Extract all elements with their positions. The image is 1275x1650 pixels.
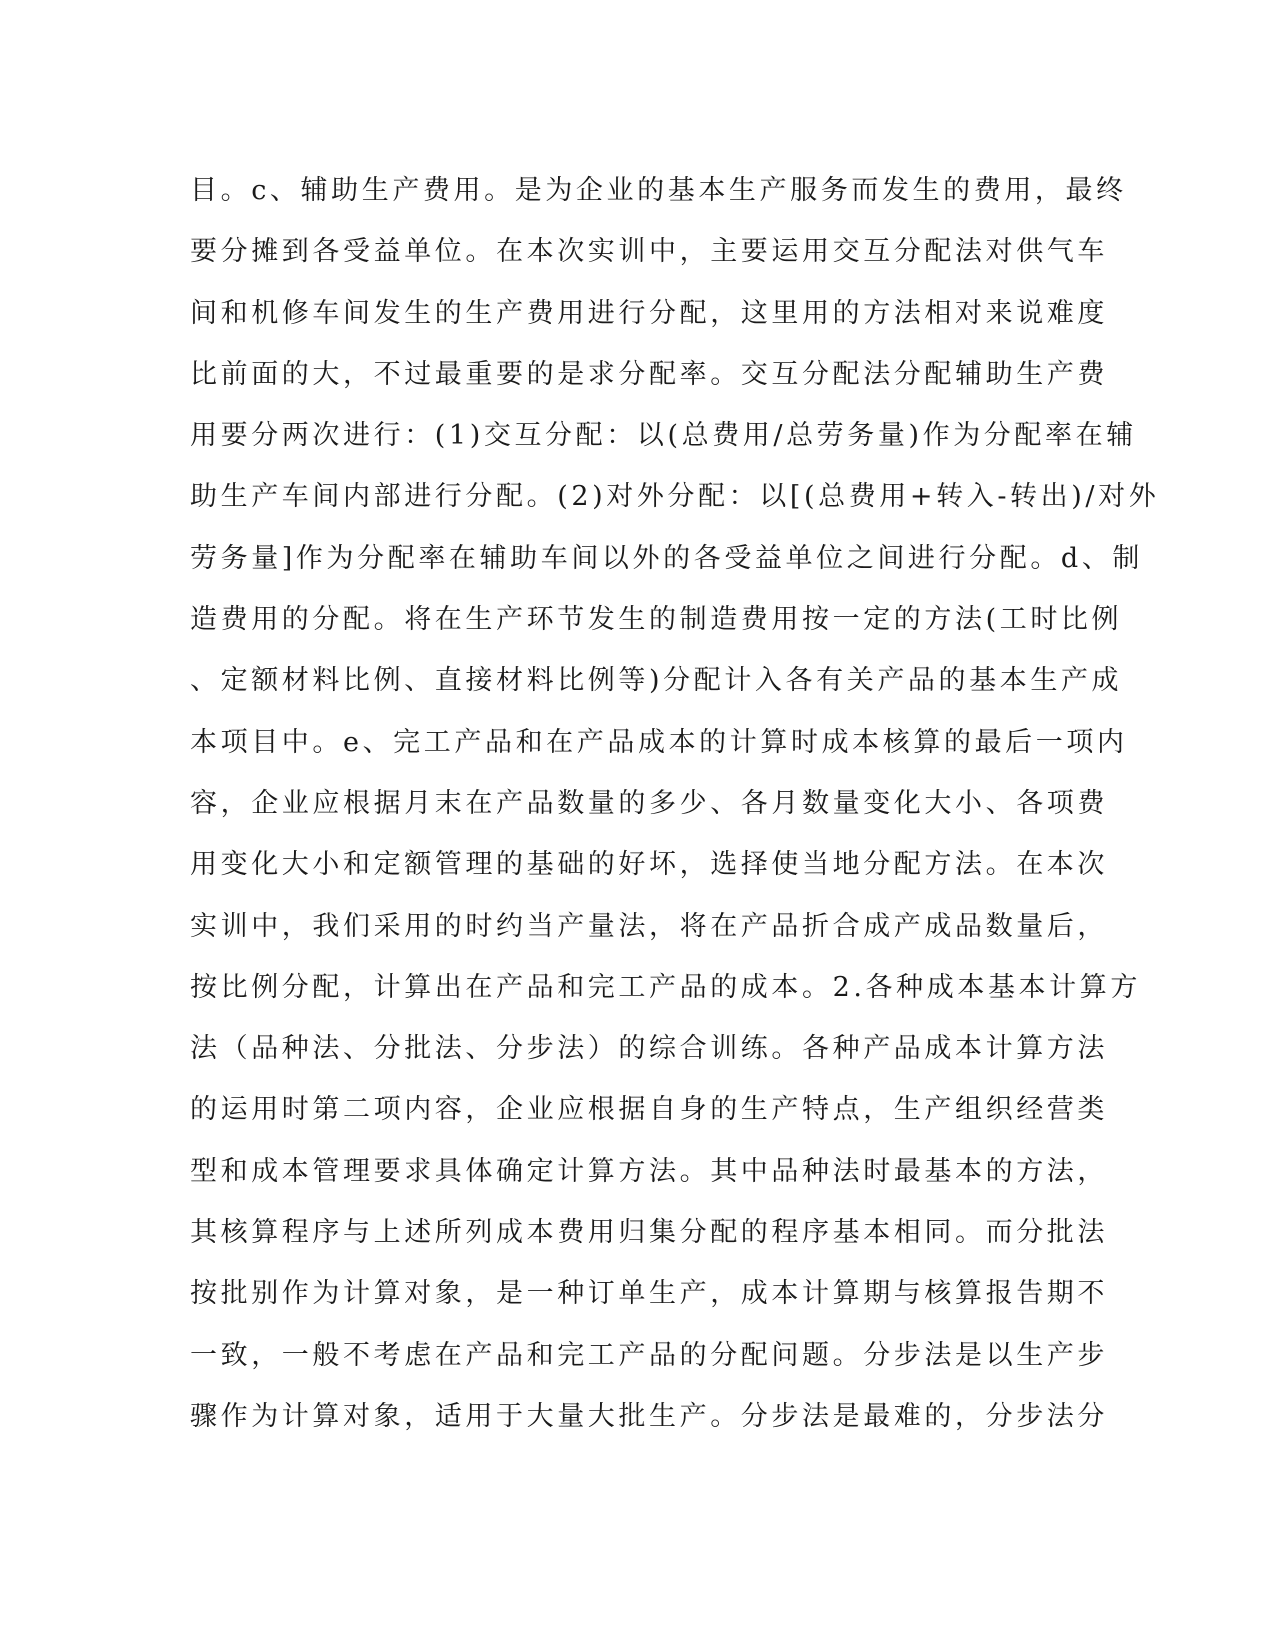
text-line: 按比例分配，计算出在产品和完工产品的成本。2.各种成本基本计算方 [190,971,1141,1003]
text-line: 劳务量]作为分配率在辅助车间以外的各受益单位之间进行分配。d、制 [190,542,1144,574]
text-line: 本项目中。e、完工产品和在产品成本的计算时成本核算的最后一项内 [190,726,1128,758]
text-line: 比前面的大，不过最重要的是求分配率。交互分配法分配辅助生产费 [190,358,1108,390]
text-line: 其核算程序与上述所列成本费用归集分配的程序基本相同。而分批法 [190,1217,1108,1249]
text-line: 骤作为计算对象，适用于大量大批生产。分步法是最难的，分步法分 [190,1400,1108,1432]
text-line: 按批别作为计算对象，是一种订单生产，成本计算期与核算报告期不 [190,1278,1108,1310]
text-line: 造费用的分配。将在生产环节发生的制造费用按一定的方法(工时比例 [190,604,1123,636]
text-line: 、定额材料比例、直接材料比例等)分配计入各有关产品的基本生产成 [190,665,1123,697]
text-line: 要分摊到各受益单位。在本次实训中，主要运用交互分配法对供气车 [190,236,1108,268]
body-paragraph [190,160,1160,1447]
text-line: 目。c、辅助生产费用。是为企业的基本生产服务而发生的费用，最终 [190,175,1127,206]
text-line: 用要分两次进行：(1)交互分配：以(总费用/总劳务量)作为分配率在辅 [190,420,1137,452]
text-line: 一致，一般不考虑在产品和完工产品的分配问题。分步法是以生产步 [190,1339,1108,1371]
text-line: 助生产车间内部进行分配。(2)对外分配：以[(总费用+转入-转出)/对外 [190,481,1160,513]
text-line: 法（品种法、分批法、分步法）的综合训练。各种产品成本计算方法 [190,1033,1108,1065]
text-line: 容，企业应根据月末在产品数量的多少、各月数量变化大小、各项费 [190,787,1108,819]
text-line: 实训中，我们采用的时约当产量法，将在产品折合成产成品数量后， [190,910,1108,942]
text-line: 用变化大小和定额管理的基础的好坏，选择使当地分配方法。在本次 [190,849,1108,881]
text-line: 间和机修车间发生的生产费用进行分配，这里用的方法相对来说难度 [190,297,1108,329]
text-line: 型和成本管理要求具体确定计算方法。其中品种法时最基本的方法， [190,1155,1108,1187]
text-line: 的运用时第二项内容，企业应根据自身的生产特点，生产组织经营类 [190,1094,1108,1126]
